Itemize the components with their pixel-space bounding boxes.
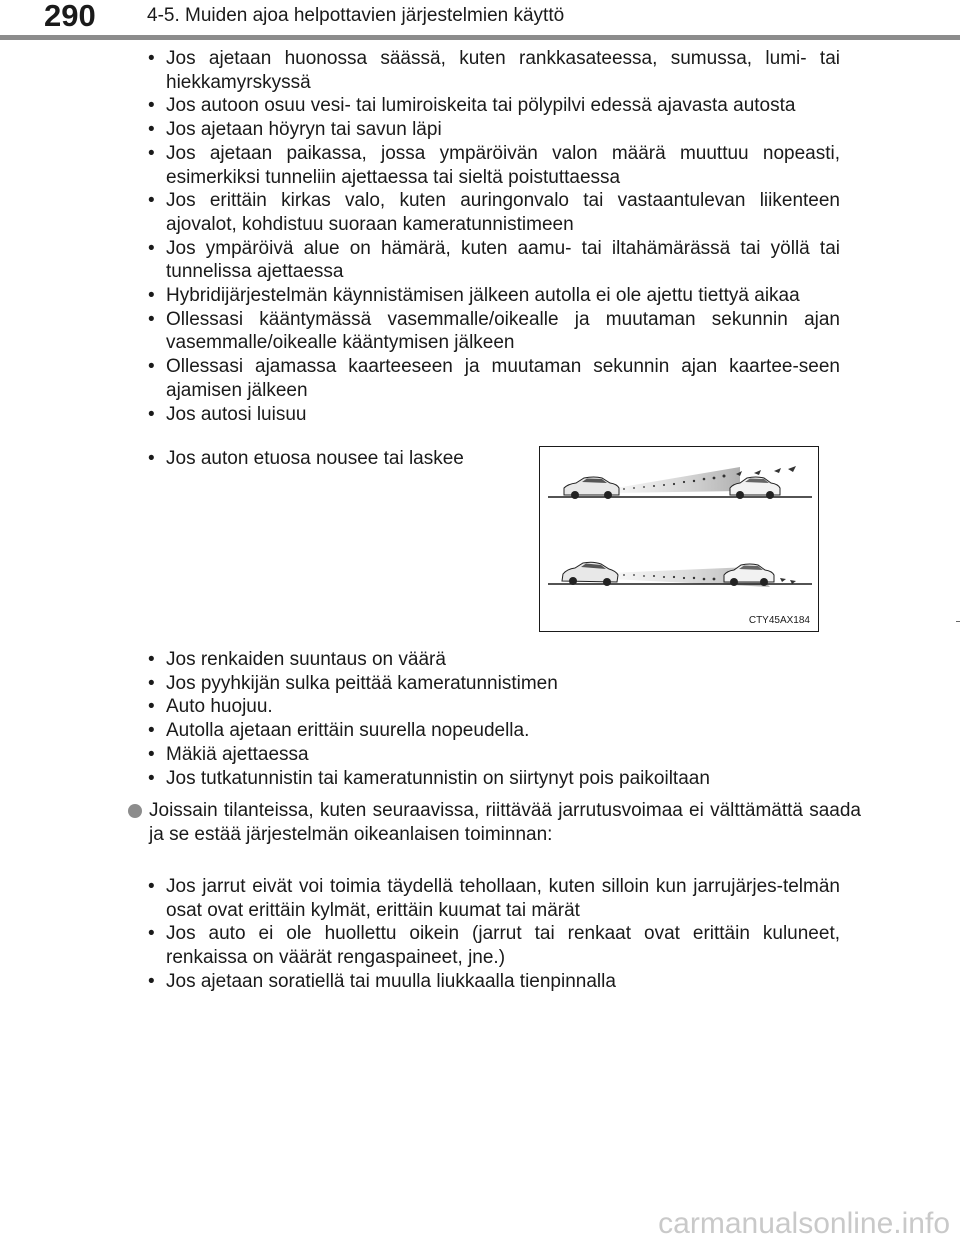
list-item: • Jos ajetaan paikassa, jossa ympäröivän valon määrä muuttuu nopeasti, esimerkiksi tunneliin ajettaessa tai sieltä poistuttaessa — [148, 142, 840, 189]
list-item: • Jos autoon osuu vesi- tai lumiroiskeita tai pölypilvi edessä ajavasta autosta — [148, 94, 840, 118]
vehicle-pitch-illustration — [539, 446, 819, 632]
radar-beam-upper — [610, 467, 740, 493]
list-item: • Jos ympäröivä alue on hämärä, kuten aamu- tai iltahämärässä tai yöllä tai tunnelissa ajettaessa — [148, 237, 840, 284]
braking-note: Joissain tilanteissa, kuten seuraavissa, riittävää jarrutusvoimaa ei välttämättä saada ja se estää järjestelmän oikeanlaisen toiminnan: — [149, 800, 861, 845]
page-header — [0, 0, 960, 40]
watermark: carmanualsonline.info — [658, 1207, 950, 1240]
list-item: • Mäkiä ajettaessa — [148, 743, 840, 767]
list-item: • Jos auto ei ole huollettu oikein (jarrut tai renkaat ovat erittäin kuluneet, renkaissa on väärät rengaspaineet, jne.) — [148, 922, 840, 969]
list-item: • Jos ajetaan höyryn tai savun läpi — [148, 118, 840, 142]
list-item: • Ollessasi ajamassa kaarteeseen ja muutaman sekunnin ajan kaartee-seen ajamisen jälkeen — [148, 355, 840, 402]
list-item: • Auto huojuu. — [148, 695, 840, 719]
illustration-drawing — [540, 447, 817, 630]
list-item: • Jos auton etuosa nousee tai laskee — [148, 447, 508, 471]
list-item: • Jos ajetaan huonossa säässä, kuten rankkasateessa, sumussa, lumi- tai hiekkamyrskyssä — [148, 47, 840, 94]
list-item: • Jos ajetaan soratiellä tai muulla liukkaalla tienpinnalla — [148, 970, 840, 994]
list-item: • Jos tutkatunnistin tai kameratunnistin on siirtynyt pois paikoiltaan — [148, 767, 840, 791]
car-icon — [562, 562, 618, 586]
list-item: • Jos pyyhkijän sulka peittää kameratunnistimen — [148, 672, 840, 696]
figure-code: CTY45AX184 — [748, 615, 810, 626]
list-item: • Jos jarrut eivät voi toimia täydellä tehollaan, kuten silloin kun jarrujärjes-telmän osat ovat erittäin kylmät, erittäin kuumat tai märät — [148, 875, 840, 922]
car-icon — [564, 477, 619, 499]
braking-conditions-list — [148, 875, 840, 994]
front-pitch-list — [148, 447, 508, 471]
list-item: • Hybridijärjestelmän käynnistämisen jälkeen autolla ei ole ajettu tiettyä aikaa — [148, 284, 840, 308]
list-item: • Jos erittäin kirkas valo, kuten auringonvalo tai vastaantulevan liikenteen ajovalot, kohdistuu suoraan kameratunnistimeen — [148, 189, 840, 236]
margin-mark — [956, 621, 960, 622]
conditions-list — [148, 47, 840, 426]
list-item: • Ollessasi kääntymässä vasemmalle/oikealle ja muutaman sekunnin ajan vasemmalle/oikealle kääntymisen jälkeen — [148, 308, 840, 355]
header-divider — [0, 35, 960, 40]
list-item: • Jos autosi luisuu — [148, 403, 840, 427]
section-title: 4-5. Muiden ajoa helpottavien järjestelmien käyttö — [147, 5, 565, 26]
list-item: • Autolla ajetaan erittäin suurella nopeudella. — [148, 719, 840, 743]
list-item: • Jos renkaiden suuntaus on väärä — [148, 648, 840, 672]
conditions-list-continued — [148, 648, 840, 790]
page-number: 290 — [44, 0, 96, 33]
